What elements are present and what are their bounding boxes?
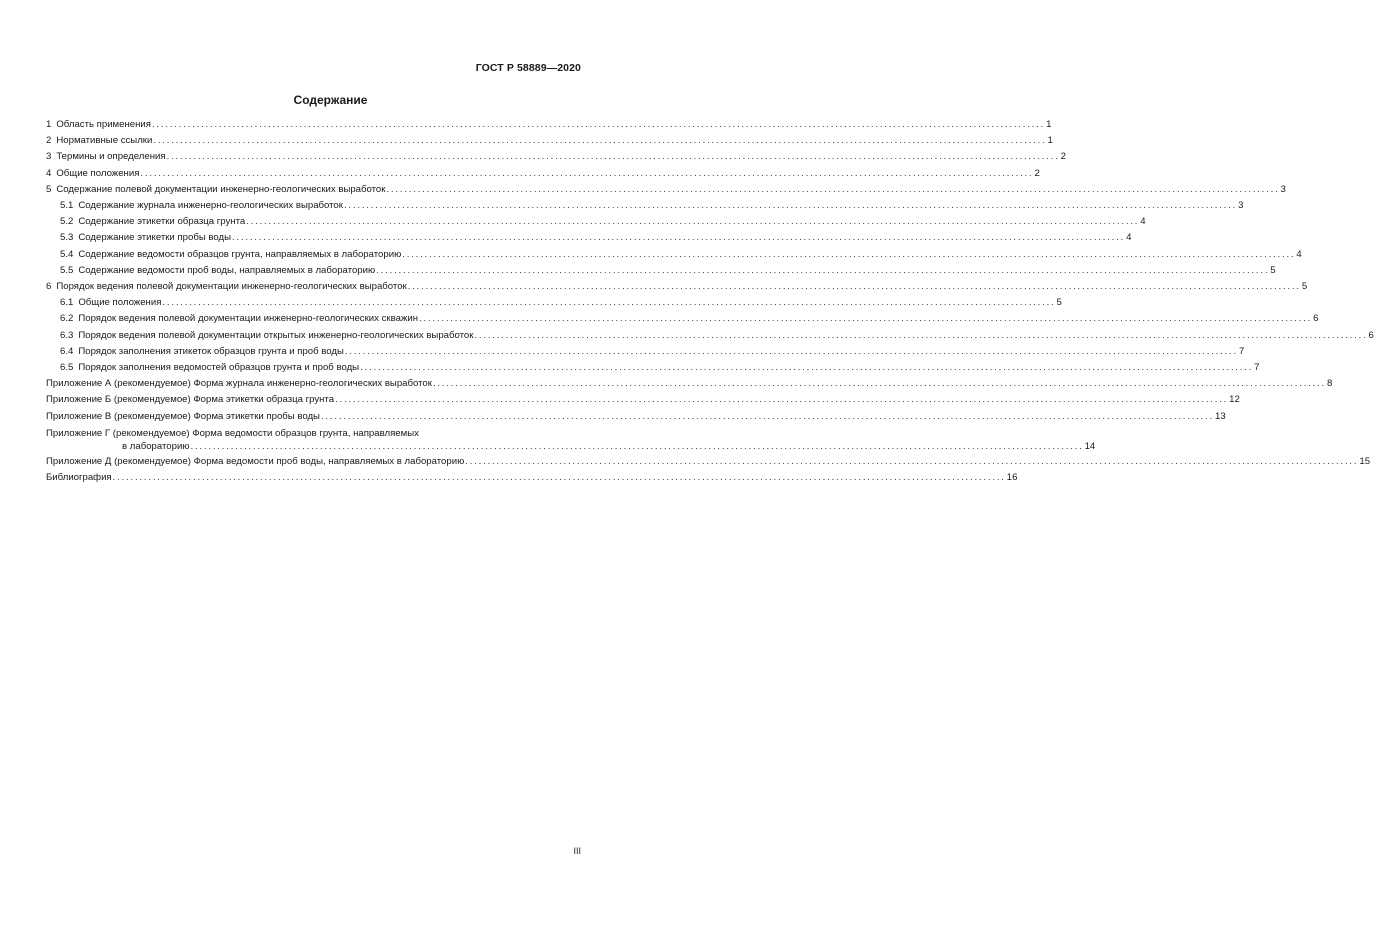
toc-entry-label: Порядок ведения полевой документации инженерно-геологических скважин bbox=[78, 313, 419, 325]
toc-entry[interactable] bbox=[46, 230, 1132, 246]
toc-entries bbox=[46, 117, 1374, 376]
toc-entry-number: 6.3 bbox=[60, 329, 74, 341]
toc-entry[interactable] bbox=[46, 295, 1062, 311]
toc-entry-label: Порядок ведения полевой документации открытых инженерно-геологических выработок bbox=[78, 329, 474, 341]
toc-entry-label: Содержание этикетки пробы воды bbox=[78, 232, 231, 244]
toc-entry-number: 5.2 bbox=[60, 216, 74, 228]
toc-page-number: 6 bbox=[1368, 329, 1374, 341]
toc-entry-appendix[interactable] bbox=[46, 409, 1226, 425]
toc-entry-label: Приложение Д (рекомендуемое) Форма ведомости проб воды, направляемых в лабораторию bbox=[46, 455, 465, 467]
toc-entry-number: 6 bbox=[46, 281, 52, 293]
toc-leader-dots: ........................................................................................................................................................................................................ bbox=[246, 216, 1140, 228]
toc-entry-number: 5.5 bbox=[60, 264, 74, 276]
toc-entry-appendix[interactable] bbox=[46, 376, 1333, 392]
toc-entry-appendix-d[interactable] bbox=[46, 454, 1371, 470]
toc-page-number: 14 bbox=[1084, 440, 1096, 452]
toc-entry[interactable] bbox=[46, 328, 1374, 344]
toc-entry-label: Порядок заполнения ведомостей образцов грунта и проб воды bbox=[78, 362, 360, 374]
toc-leader-dots: ........................................................................................................................................................................................................ bbox=[386, 183, 1280, 195]
toc-page-number: 1 bbox=[1046, 119, 1052, 130]
toc-entry-label: Содержание ведомости проб воды, направляемых в лабораторию bbox=[78, 264, 376, 276]
toc-entry-number: 5 bbox=[46, 183, 52, 195]
toc-page-number: 5 bbox=[1056, 297, 1062, 309]
toc-leader-dots: ........................................................................................................................................................................................................ bbox=[335, 394, 1229, 406]
toc-page-number: 2 bbox=[1034, 167, 1040, 179]
toc-entry-label: Содержание полевой документации инженерно-геологических выработок bbox=[56, 183, 386, 195]
toc-entry-label: Содержание ведомости образцов грунта, направляемых в лабораторию bbox=[78, 248, 402, 260]
toc-entry-number: 6.5 bbox=[60, 362, 74, 374]
toc-leader-dots: ........................................................................................................................................................................................................ bbox=[465, 455, 1359, 467]
toc-page-number: 4 bbox=[1126, 232, 1132, 244]
toc-leader-dots: ........................................................................................................................................................................................................ bbox=[343, 200, 1238, 212]
toc-entry-label: Библиография bbox=[46, 472, 112, 484]
toc-leader-dots: ........................................................................................................................................................................................................ bbox=[153, 135, 1047, 147]
toc-entry-label: Общие положения bbox=[78, 297, 162, 309]
toc-page-number: 4 bbox=[1296, 248, 1302, 260]
toc-entry-label: Нормативные ссылки bbox=[56, 135, 153, 147]
toc-entry-label: Термины и определения bbox=[56, 151, 166, 163]
toc-entry[interactable] bbox=[46, 279, 1308, 295]
toc-entry[interactable] bbox=[46, 166, 1040, 182]
toc-entry-label: Порядок заполнения этикеток образцов грунта и проб воды bbox=[78, 345, 344, 357]
toc-leader-dots: ........................................................................................................................................................................................................ bbox=[407, 281, 1301, 293]
toc-page-number: 1 bbox=[1047, 135, 1053, 147]
toc-entry-number: 4 bbox=[46, 167, 52, 179]
toc-entry[interactable] bbox=[46, 247, 1302, 263]
toc-page-number: 12 bbox=[1229, 394, 1240, 406]
toc-entry-bibliography[interactable] bbox=[46, 470, 1018, 486]
toc-entry[interactable] bbox=[46, 117, 1052, 133]
toc-page-number: 7 bbox=[1254, 362, 1260, 374]
toc-entry-number: 6.1 bbox=[60, 297, 74, 309]
toc-page-number: 5 bbox=[1270, 264, 1276, 276]
toc-leader-dots: ........................................................................................................................................................................................................ bbox=[320, 410, 1215, 422]
toc-entry-label-continued: в лабораторию bbox=[122, 440, 190, 452]
toc-page-number: 3 bbox=[1238, 200, 1244, 212]
toc-entry[interactable] bbox=[46, 149, 1067, 165]
toc-page-number: 4 bbox=[1140, 216, 1146, 228]
toc-leader-dots: ........................................................................................................................................................................................................ bbox=[344, 345, 1238, 357]
document-code: ГОСТ Р 58889—2020 bbox=[475, 62, 581, 74]
toc-title: Содержание bbox=[293, 93, 368, 107]
toc-leader-dots: ........................................................................................................................................................................................................ bbox=[376, 264, 1270, 276]
toc-entry-number: 1 bbox=[46, 119, 52, 130]
toc-entry-label: Приложение Б (рекомендуемое) Форма этикетки образца грунта bbox=[46, 394, 335, 406]
toc-entry-label: Область применения bbox=[56, 119, 151, 130]
toc-page-number: 15 bbox=[1359, 455, 1371, 467]
toc-page-number: 5 bbox=[1301, 281, 1308, 293]
toc-entry[interactable] bbox=[46, 263, 1276, 279]
toc-leader-dots: ........................................................................................................................................................................................................ bbox=[402, 248, 1296, 260]
toc-entry-label: Приложение Г (рекомендуемое) Форма ведомости образцов грунта, направляемых bbox=[46, 427, 419, 439]
toc-entry[interactable] bbox=[46, 311, 1319, 327]
toc-entry[interactable] bbox=[46, 198, 1244, 214]
toc-entry[interactable] bbox=[46, 214, 1146, 230]
toc-entry-number: 3 bbox=[46, 151, 52, 163]
table-of-contents bbox=[46, 117, 1374, 486]
toc-page-number: 13 bbox=[1215, 410, 1226, 422]
toc-entry-label: Содержание журнала инженерно-геологических выработок bbox=[78, 200, 343, 212]
toc-leader-dots: ........................................................................................................................................................................................................ bbox=[231, 232, 1126, 244]
toc-entry-label: Общие положения bbox=[56, 167, 140, 179]
toc-entry-number: 5.4 bbox=[60, 248, 74, 260]
toc-leader-dots: ........................................................................................................................................................................................................ bbox=[151, 119, 1046, 130]
toc-page-number: 3 bbox=[1280, 183, 1286, 195]
toc-entry-number: 5.3 bbox=[60, 232, 74, 244]
toc-entry-label: Приложение В (рекомендуемое) Форма этикетки пробы воды bbox=[46, 410, 320, 422]
toc-entry[interactable] bbox=[46, 344, 1245, 360]
toc-entry[interactable] bbox=[46, 360, 1260, 376]
toc-entry-appendix-g[interactable] bbox=[46, 427, 1096, 453]
toc-page-number: 16 bbox=[1006, 472, 1018, 484]
toc-entry-label: Приложение А (рекомендуемое) Форма журнала инженерно-геологических выработок bbox=[46, 378, 432, 390]
toc-leader-dots: ........................................................................................................................................................................................................ bbox=[432, 378, 1327, 390]
toc-entry-appendix[interactable] bbox=[46, 392, 1240, 408]
toc-entry-number: 6.2 bbox=[60, 313, 74, 325]
toc-leader-dots: ........................................................................................................................................................................................................ bbox=[474, 329, 1368, 341]
toc-page-number: 7 bbox=[1238, 345, 1245, 357]
toc-page-number: 6 bbox=[1313, 313, 1319, 325]
toc-entry-number: 6.4 bbox=[60, 345, 74, 357]
toc-entry-label: Содержание этикетки образца грунта bbox=[78, 216, 246, 228]
toc-leader-dots: ........................................................................................................................................................................................................ bbox=[190, 440, 1084, 452]
toc-entry-label: Порядок ведения полевой документации инженерно-геологических выработок bbox=[56, 281, 407, 293]
toc-appendices bbox=[46, 376, 1333, 425]
page-number: III bbox=[573, 846, 581, 856]
toc-entry-number: 5.1 bbox=[60, 200, 74, 212]
toc-leader-dots: ........................................................................................................................................................................................................ bbox=[360, 362, 1254, 374]
toc-leader-dots: ........................................................................................................................................................................................................ bbox=[112, 472, 1006, 484]
toc-page-number: 2 bbox=[1060, 151, 1067, 163]
toc-entry[interactable] bbox=[46, 182, 1286, 198]
toc-leader-dots: ........................................................................................................................................................................................................ bbox=[140, 167, 1034, 179]
toc-leader-dots: ........................................................................................................................................................................................................ bbox=[162, 297, 1056, 309]
toc-leader-dots: ........................................................................................................................................................................................................ bbox=[166, 151, 1060, 163]
toc-entry[interactable] bbox=[46, 133, 1053, 149]
toc-page-number: 8 bbox=[1327, 378, 1333, 390]
toc-entry-number: 2 bbox=[46, 135, 52, 147]
toc-leader-dots: ........................................................................................................................................................................................................ bbox=[419, 313, 1313, 325]
